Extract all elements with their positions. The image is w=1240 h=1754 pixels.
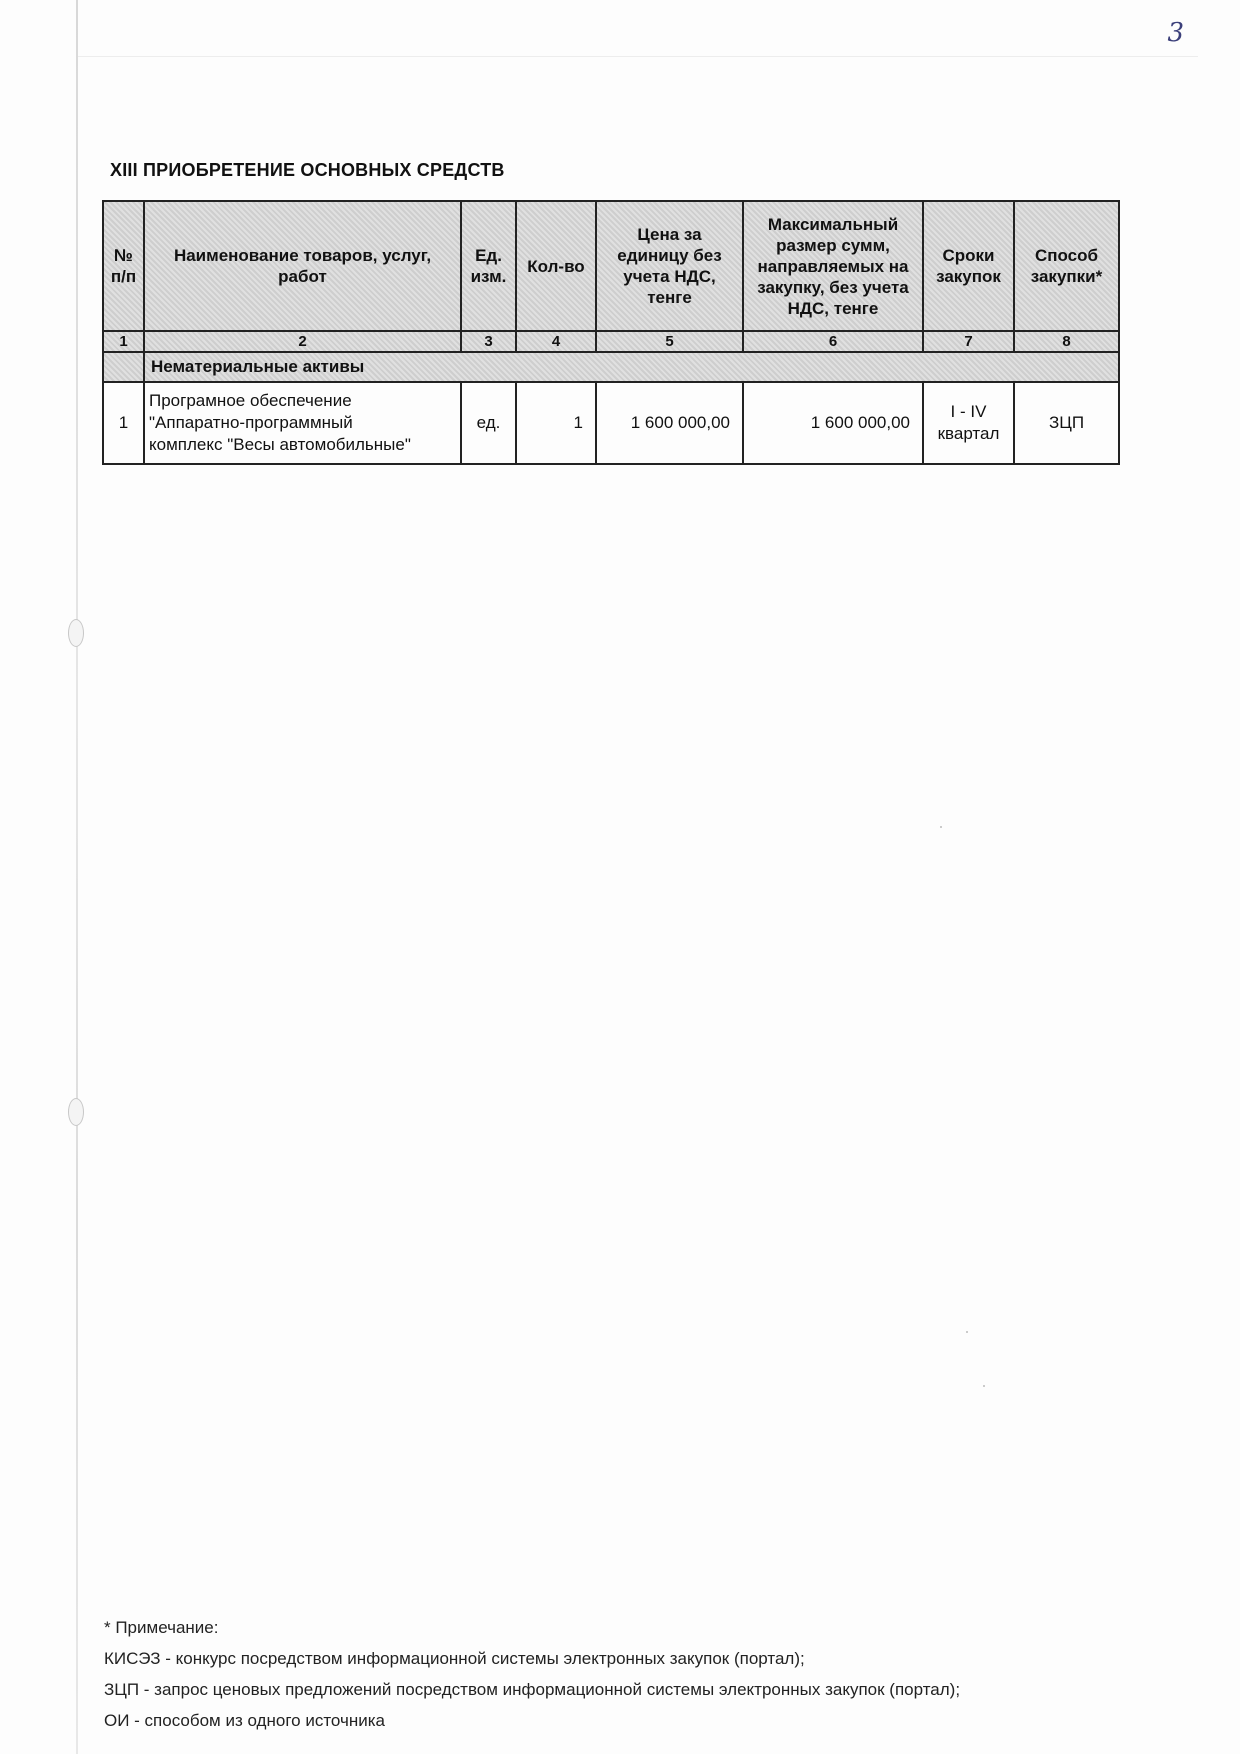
category-label: Нематериальные активы bbox=[144, 352, 1119, 382]
punch-hole bbox=[68, 619, 84, 647]
header-cell-name: Наименование товаров, услуг, работ bbox=[144, 201, 461, 331]
row-num: 1 bbox=[103, 382, 144, 464]
footnote-line: КИСЭЗ - конкурс посредством информационной системы электронных закупок (портал); bbox=[104, 1649, 805, 1668]
column-number: 5 bbox=[596, 331, 743, 352]
page-margin-line bbox=[76, 0, 78, 1754]
header-cell-unit-price: Цена за единицу без учета НДС, тенге bbox=[596, 201, 743, 331]
page-number: 3 bbox=[1167, 18, 1184, 48]
scan-speck bbox=[983, 1385, 985, 1387]
column-number: 3 bbox=[461, 331, 516, 352]
row-term-line: I - IV bbox=[950, 402, 987, 421]
column-numbers-row bbox=[103, 331, 1119, 352]
top-border-line bbox=[78, 56, 1198, 57]
column-number: 1 bbox=[103, 331, 144, 352]
section-title: XIII ПРИОБРЕТЕНИЕ ОСНОВНЫХ СРЕДСТВ bbox=[110, 160, 505, 180]
footnote bbox=[104, 1612, 960, 1736]
row-method: ЗЦП bbox=[1014, 382, 1119, 464]
scan-speck bbox=[940, 826, 942, 828]
row-term bbox=[923, 382, 1014, 464]
row-name-line: "Аппаратно-программный bbox=[149, 413, 353, 432]
row-name-line: комплекс "Весы автомобильные" bbox=[149, 435, 411, 454]
footnote-line: ЗЦП - запрос ценовых предложений посредством информационной системы электронных закупок (портал); bbox=[104, 1680, 961, 1699]
header-cell-term: Сроки закупок bbox=[923, 201, 1014, 331]
header-cell-num: № п/п bbox=[103, 201, 144, 331]
column-number: 7 bbox=[923, 331, 1014, 352]
row-term-line: квартал bbox=[937, 424, 1000, 443]
column-number: 6 bbox=[743, 331, 923, 352]
table-row bbox=[103, 382, 1119, 464]
header-row bbox=[103, 201, 1119, 331]
row-name bbox=[144, 382, 461, 464]
row-name-line: Програмное обеспечение bbox=[149, 391, 352, 410]
category-empty-cell bbox=[103, 352, 144, 382]
column-number: 8 bbox=[1014, 331, 1119, 352]
footnote-title: * Примечание: bbox=[104, 1618, 219, 1637]
header-cell-method: Способ закупки* bbox=[1014, 201, 1119, 331]
scan-speck bbox=[966, 1331, 968, 1333]
row-max-amount: 1 600 000,00 bbox=[743, 382, 923, 464]
row-unit-price: 1 600 000,00 bbox=[596, 382, 743, 464]
category-row bbox=[103, 352, 1119, 382]
header-cell-qty: Кол-во bbox=[516, 201, 596, 331]
column-number: 4 bbox=[516, 331, 596, 352]
header-cell-unit: Ед. изм. bbox=[461, 201, 516, 331]
header-cell-max-amount: Максимальный размер сумм, направляемых на закупку, без учета НДС, тенге bbox=[743, 201, 923, 331]
column-number: 2 bbox=[144, 331, 461, 352]
punch-hole bbox=[68, 1098, 84, 1126]
procurement-table bbox=[102, 200, 1120, 465]
row-unit: ед. bbox=[461, 382, 516, 464]
footnote-line: ОИ - способом из одного источника bbox=[104, 1711, 385, 1730]
row-qty: 1 bbox=[516, 382, 596, 464]
